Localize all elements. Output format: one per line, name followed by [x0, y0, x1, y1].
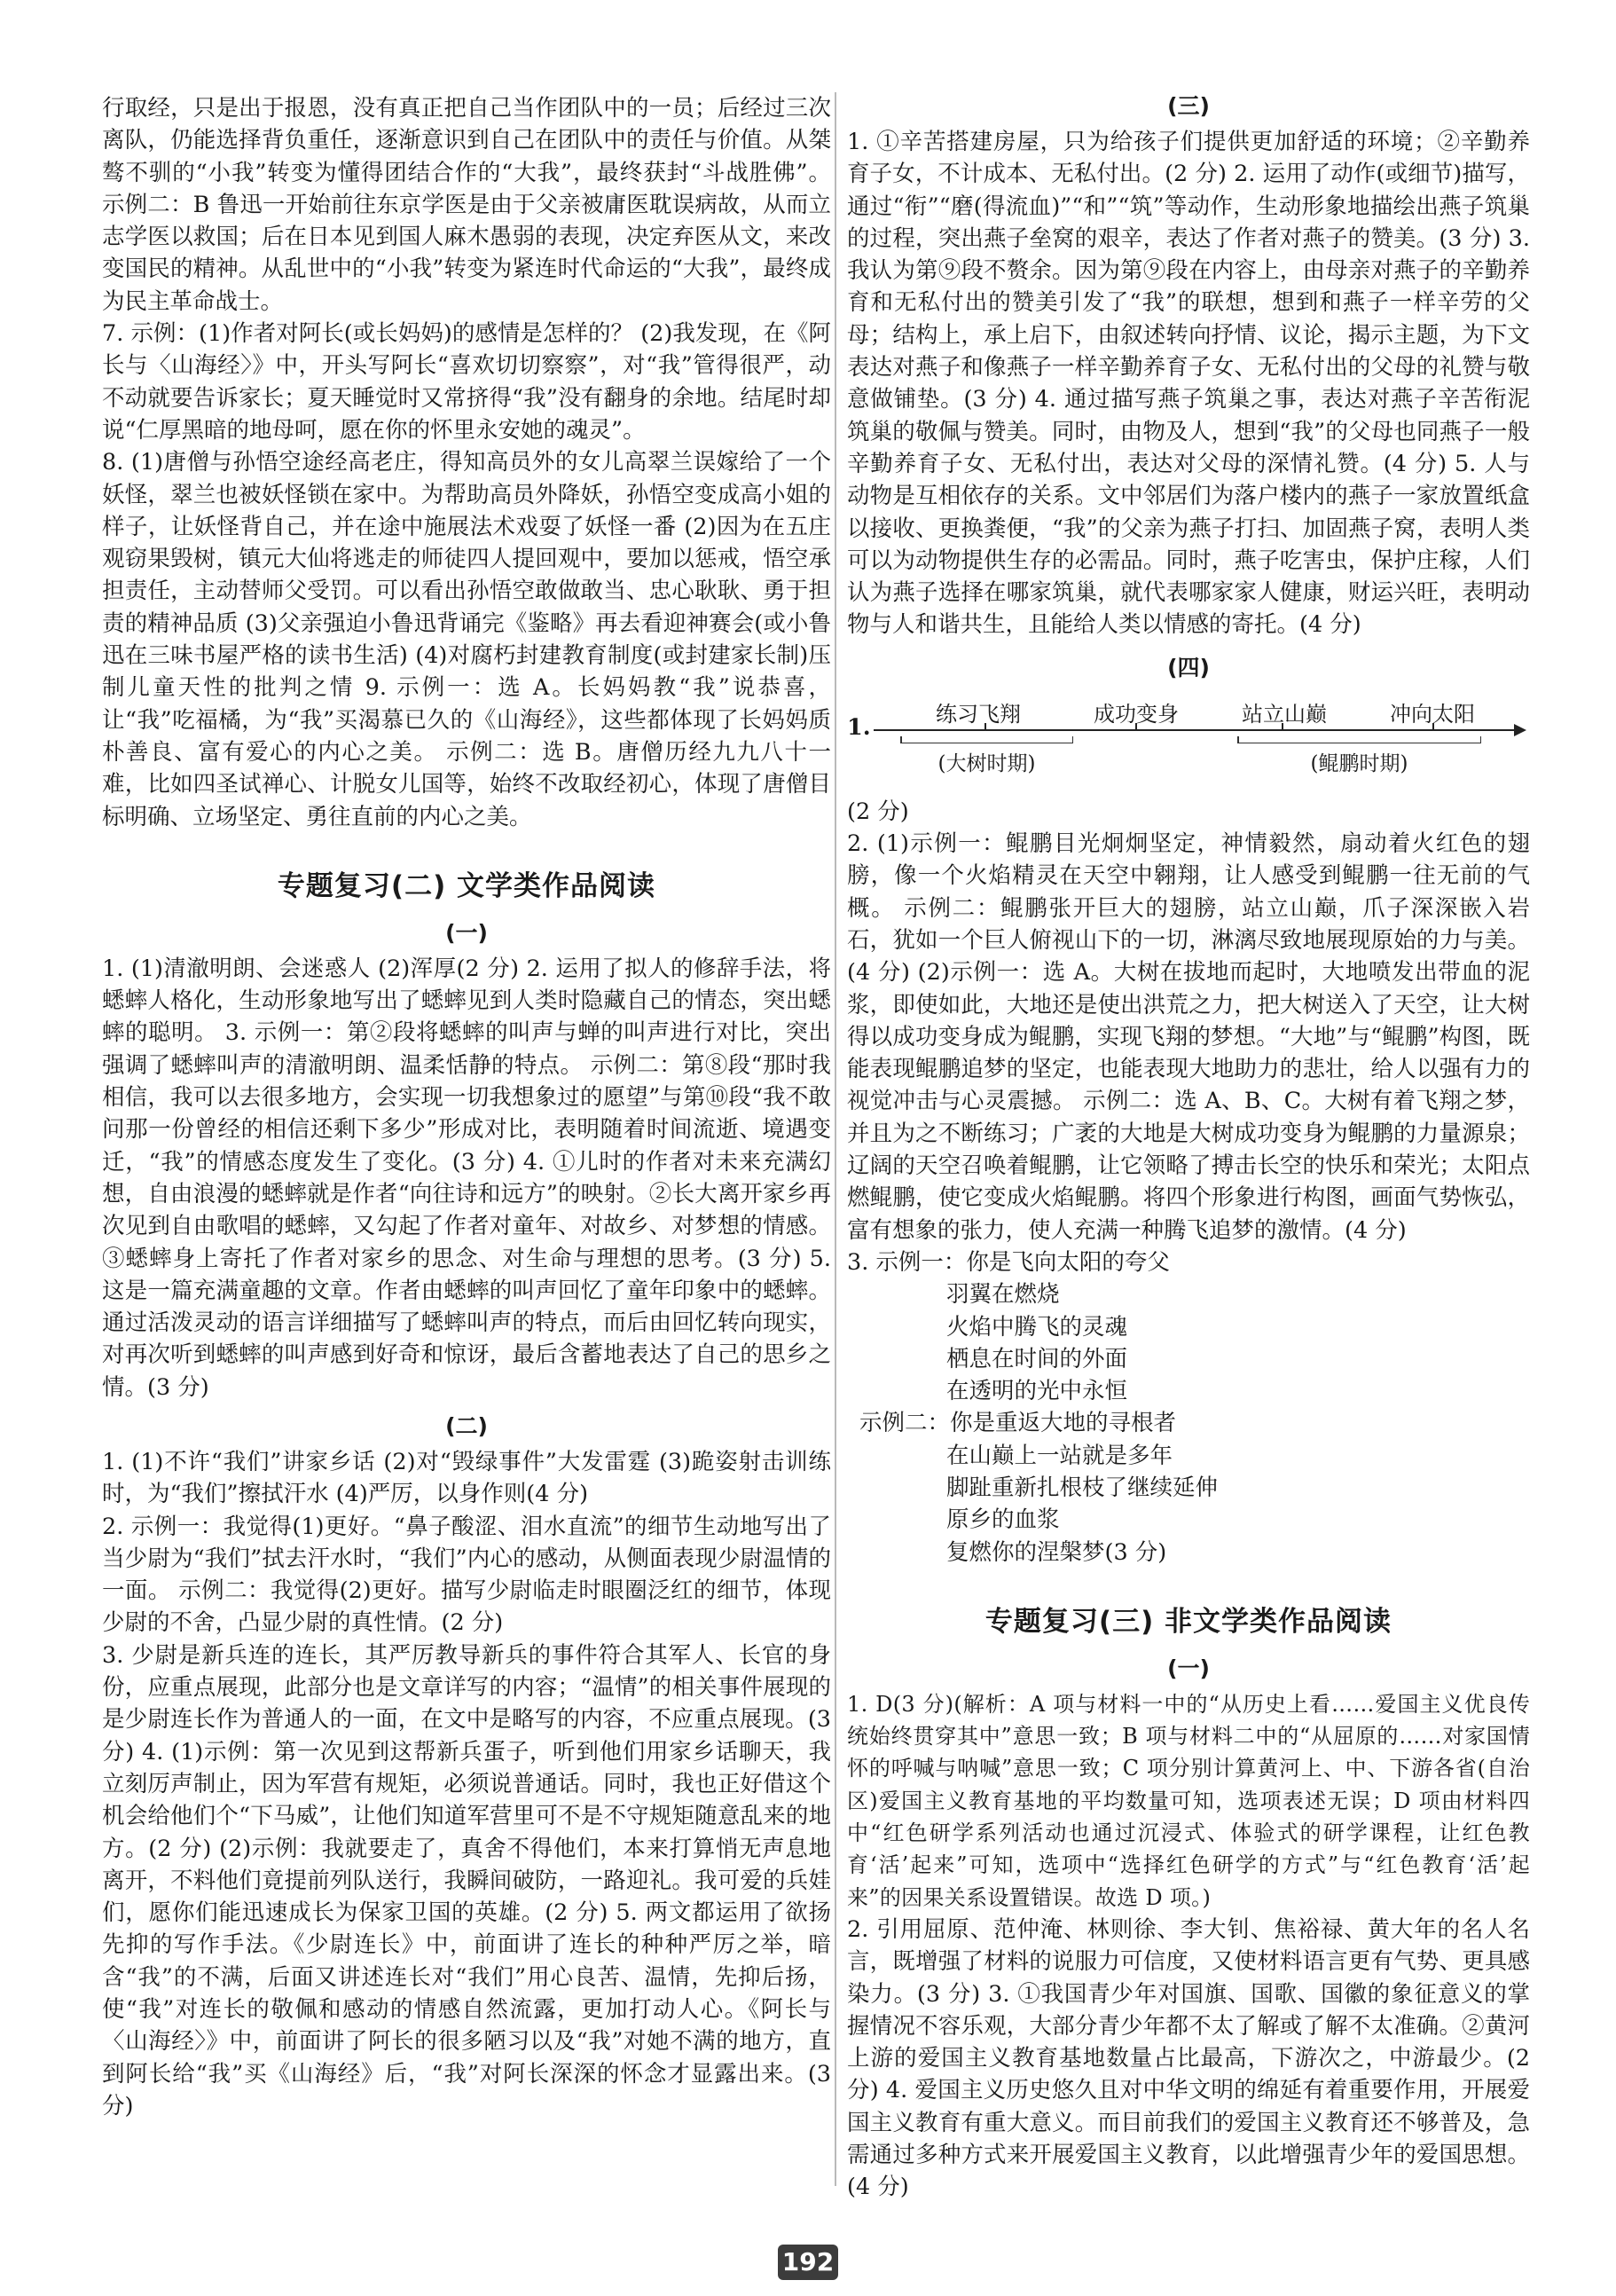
section-title: 专题复习(三) 非文学类作品阅读 — [985, 1605, 1392, 1638]
paragraph: 2. (1)示例一：鲲鹏目光炯炯坚定，神情毅然，扇动着火红色的翅膀，像一个火焰精灵在天空中翱翔，让人感受到鲲鹏一往无前的气概。 示例二：鲲鹏张开巨大的翅膀，站立山巅，爪子深深嵌入岩石，犹如一个巨人俯视山下的一切，淋漓尽致地展现原始的力与美。(4 分) (2)示例一：选 A。大树在拔地而起时，大地喷发出带血的泥浆，即使如此，大地还是使出洪荒之力，把大树送入了天空，让大树得以成功变身成为鲲鹏，实现飞翔的梦想。“大地”与“鲲鹏”构图，既能表现鲲鹏追梦的坚定，也能表现大地助力的悲壮，给人以强有力的视觉冲击与心灵震撼。 示例二：选 A、B、C。大树有着飞翔之梦，并且为之不断练习；广袤的大地是大树成功变身为鲲鹏的力量源泉；辽阔的天空召唤着鲲鹏，让它领略了搏击长空的快乐和荣光；太阳点燃鲲鹏，使它变成火焰鲲鹏。将四个形象进行构图，画面气势恢弘，富有想象的张力，使人充满一种腾飞追梦的激情。(4 分) — [847, 830, 1530, 1244]
timeline-stage: 冲向太阳 — [1390, 701, 1475, 727]
paragraph: 1. (1)清澈明朗、会迷惑人 (2)浑厚(2 分) 2. 运用了拟人的修辞手法，将蟋蟀人格化，生动形象地写出了蟋蟀见到人类时隐藏自己的情态，突出蟋蟀的聪明。 3. 示例一：第②段将蟋蟀的叫声与蝉的叫声进行对比，突出强调了蟋蟀叫声的清澈明朗、温柔恬静的特点。 示例二：第⑧段“那时我相信，我可以去很多地方，会实现一切我想象过的愿望”与第⑩段“我不敢问那一份曾经的相信还剩下多少”形成对比，表明随着时间流逝、境遇变迁，“我”的情感态度发生了变化。(3 分) 4. ①儿时的作者对未来充满幻想，自由浪漫的蟋蟀就是作者“向往诗和远方”的映射。②长大离开家乡再次见到自由歌唱的蟋蟀，又勾起了作者对童年、对故乡、对梦想的情感。③蟋蟀身上寄托了作者对家乡的思念、对生命与理想的思考。(3 分) 5. 这是一篇充满童趣的文章。作者由蟋蟀的叫声回忆了童年印象中的蟋蟀。通过活泼灵动的语言详细描写了蟋蟀叫声的特点，而后由回忆转向现实，对再次听到蟋蟀的叫声感到好奇和惊讶，最后含蓄地表达了自己的思乡之情。(3 分) — [102, 955, 831, 1401]
paragraph: 3. 少尉是新兵连的连长，其严厉教导新兵的事件符合其军人、长官的身份，应重点展现，此部分也是文章详写的内容；“温情”的相关事件展现的是少尉连长作为普通人的一面，在文中是略写的内容，不应重点展现。(3 分) 4. (1)示例：第一次见到这帮新兵蛋子，听到他们用家乡话聊天，我立刻厉声制止，因为军营有规矩，必须说普通话。同时，我也正好借这个机会给他们个“下马威”，让他们知道军营里可不是不守规矩随意乱来的地方。(2 分) (2)示例：我就要走了，真舍不得他们，本来打算悄无声息地离开，不料他们竟提前列队送行，我瞬间破防，一路迎礼。我可爱的兵娃们，愿你们能迅速成长为保家卫国的英雄。(2 分) 5. 两文都运用了欲扬先抑的写作手法。《少尉连长》中，前面讲了连长的种种严厉之举，暗含“我”的不满，后面又讲述连长对“我们”用心良苦、温情，先抑后扬，使“我”对连长的敬佩和感动的情感自然流露，更加打动人心。《阿长与〈山海经〉》中，前面讲了阿长的很多陋习以及“我”对她不满的地方，直到阿长给“我”买《山海经》后，“我”对阿长深深的怀念才显露出来。(3 分) — [102, 1641, 831, 2119]
section-title: 专题复习(二) 文学类作品阅读 — [277, 869, 656, 902]
timeline-diagram — [847, 688, 1530, 792]
poem-line: 复燃你的涅槃梦(3 分) — [946, 1538, 1167, 1566]
paragraph: 1. ①辛苦搭建房屋，只为给孩子们提供更加舒适的环境；②辛勤养育子女，不计成本、无私付出。(2 分) 2. 运用了动作(或细节)描写，通过“衔”“磨(得流血)”“和”“筑”等动作，生动形象地描绘出燕子筑巢的过程，突出燕子垒窝的艰辛，表达了作者对燕子的赞美。(3 分) 3. 我认为第⑨段不赘余。因为第⑨段在内容上，由母亲对燕子的辛勤养育和无私付出的赞美引发了“我”的联想，想到和燕子一样辛劳的父母；结构上，承上启下，由叙述转向抒情、议论，揭示主题，为下文表达对燕子和像燕子一样辛勤养育子女、无私付出的父母的礼赞与敬意做铺垫。(3 分) 4. 通过描写燕子筑巢之事，表达对燕子辛苦衔泥筑巢的敬佩与赞美。同时，由物及人，想到“我”的父母也同燕子一般辛勤养育子女、无私付出，表达对父母的深情礼赞。(4 分) 5. 人与动物是互相依存的关系。文中邻居们为落户楼内的燕子一家放置纸盒以接收、更换粪便，“我”的父亲为燕子打扫、加固燕子窝，表明人类可以为动物提供生存的必需品。同时，燕子吃害虫，保护庄稼，人们认为燕子选择在哪家筑巢，就代表哪家家人健康，财运兴旺，表明动物与人和谐共生，且能给人类以情感的寄托。(4 分) — [847, 129, 1530, 639]
poem-line: 栖息在时间的外面 — [946, 1345, 1128, 1372]
poem-line: 原乡的血浆 — [946, 1506, 1060, 1534]
paragraph: 行取经，只是出于报恩，没有真正把自己当作团队中的一员；后经过三次离队，仍能选择背负重任，逐渐意识到自己在团队中的责任与价值。从桀骜不驯的“小我”转变为懂得团结合作的“大我”，最终获封“斗战胜佛”。 示例二：B 鲁迅一开始前往东京学医是由于父亲被庸医耽误病故，从而立志学医以救国；后在日本见到国人麻木愚弱的表现，决定弃医从文，来改变国民的精神。从乱世中的“小我”转变为紧连时代命运的“大我”，最终成为民主革命战士。 — [102, 95, 831, 315]
left-column — [102, 92, 831, 2122]
timeline-stage: 练习飞翔 — [936, 701, 1021, 727]
poem-line: 在山巅上一站就是多年 — [946, 1442, 1173, 1469]
timeline-phase: (大树时期) — [900, 743, 1073, 776]
paragraph: 7. 示例：(1)作者对阿长(或长妈妈)的感情是怎样的？ (2)我发现，在《阿长与〈山海经〉》中，开头写阿长“喜欢切切察察”，对“我”管得很严，动不动就要告诉家长；夏天睡觉时又常挤得“我”没有翻身的余地。结尾时却说“仁厚黑暗的地母呵，愿在你的怀里永安她的魂灵”。 — [102, 320, 831, 444]
subsection-title: (二) — [445, 1412, 488, 1439]
poem-line: 在透明的光中永恒 — [946, 1378, 1128, 1405]
column-divider — [835, 92, 836, 2186]
timeline-stage: 成功变身 — [1094, 701, 1179, 727]
subsection-title: (一) — [1167, 1655, 1210, 1681]
paragraph: 3. 示例一：你是飞向太阳的夸父 — [847, 1248, 1170, 1276]
question-number: 1. — [847, 713, 871, 741]
timeline-stage: 站立山巅 — [1242, 701, 1327, 727]
subsection-title: (四) — [1167, 654, 1210, 680]
poem-line: 脚趾重新扎根枝了继续延伸 — [946, 1474, 1219, 1501]
paragraph: (2 分) — [847, 798, 909, 825]
paragraph: 1. (1)不许“我们”讲家乡话 (2)对“毁绿事件”大发雷霆 (3)跪姿射击训练时，为“我们”擦拭汗水 (4)严厉，以身作则(4 分) — [102, 1448, 831, 1508]
paragraph: 8. (1)唐僧与孙悟空途经高老庄，得知高员外的女儿高翠兰误嫁给了一个妖怪，翠兰也被妖怪锁在家中。为帮助高员外降妖，孙悟空变成高小姐的样子，让妖怪背自己，并在途中施展法术戏耍了妖怪一番 (2)因为在五庄观窃果毁树，镇元大仙将逃走的师徒四人提回观中，要加以惩戒，悟空承担责任，主动替师父受罚。可以看出孙悟空敢做敢当、忠心耿耿、勇于担责的精神品质 (3)父亲强迫小鲁迅背诵完《鉴略》再去看迎神赛会(或小鲁迅在三味书屋严格的读书生活) (4)对腐朽封建教育制度(或封建家长制)压制儿童天性的批判之情 9. 示例一：选 A。长妈妈教“我”说恭喜，让“我”吃福橘，为“我”买渴慕已久的《山海经》，这些都体现了长妈妈质朴善良、富有爱心的内心之美。 示例二：选 B。唐僧历经九九八十一难，比如四圣试禅心、计脱女儿国等，始终不改取经初心，体现了唐僧目标明确、立场坚定、勇往直前的内心之美。 — [102, 449, 831, 830]
paragraph: 2. 引用屈原、范仲淹、林则徐、李大钊、焦裕禄、黄大年的名人名言，既增强了材料的说服力可信度，又使材料语言更有气势、更具感染力。(3 分) 3. ①我国青少年对国旗、国歌、国徽的象征意义的掌握情况不容乐观，大部分青少年都不太了解或了解不太准确。②黄河上游的爱国主义教育基地数量占比最高，下游次之，中游最少。(2 分) 4. 爱国主义历史悠久且对中华文明的绵延有着重要作用，开展爱国主义教育有重大意义。而目前我们的爱国主义教育还不够普及，急需通过多种方式来开展爱国主义教育，以此增强青少年的爱国思想。(4 分) — [847, 1915, 1530, 2201]
paragraph: 示例二：你是重返大地的寻根者 — [859, 1410, 1177, 1437]
paragraph: 1. D(3 分)(解析：A 项与材料一中的“从历史上看……爱国主义优良传统始终贯穿其中”意思一致；B 项与材料二中的“从屈原的……对家国情怀的呼喊与呐喊”意思一致；C 项分别计算黄河上、中、下游各省(自治区)爱国主义教育基地的平均数量可知，选项表述无误；D 项由材料四中“红色研学系列活动也通过沉浸式、体验式的研学课程，让红色教育‘活’起来”可知，选项中“选择红色研学的方式”与“红色教育‘活’起来”的因果关系设置错误。故选 D 项。) — [847, 1691, 1530, 1910]
timeline-axis — [874, 729, 1521, 731]
page-number: 192 — [778, 2245, 838, 2280]
subsection-title: (三) — [1167, 93, 1210, 119]
timeline-phase: (鲲鹏时期) — [1237, 743, 1481, 776]
paragraph: 2. 示例一：我觉得(1)更好。“鼻子酸涩、泪水直流”的细节生动地写出了当少尉为“我们”拭去汗水时，“我们”内心的感动，从侧面表现少尉温情的一面。 示例二：我觉得(2)更好。描写少尉临走时眼圈泛红的细节，体现少尉的不舍，凸显少尉的真性情。(2 分) — [102, 1513, 831, 1637]
arrow-right-icon — [1514, 724, 1526, 736]
right-column — [847, 92, 1530, 2204]
subsection-title: (一) — [445, 919, 488, 946]
poem-line: 羽翼在燃烧 — [946, 1281, 1060, 1309]
poem-line: 火焰中腾飞的灵魂 — [946, 1313, 1128, 1341]
